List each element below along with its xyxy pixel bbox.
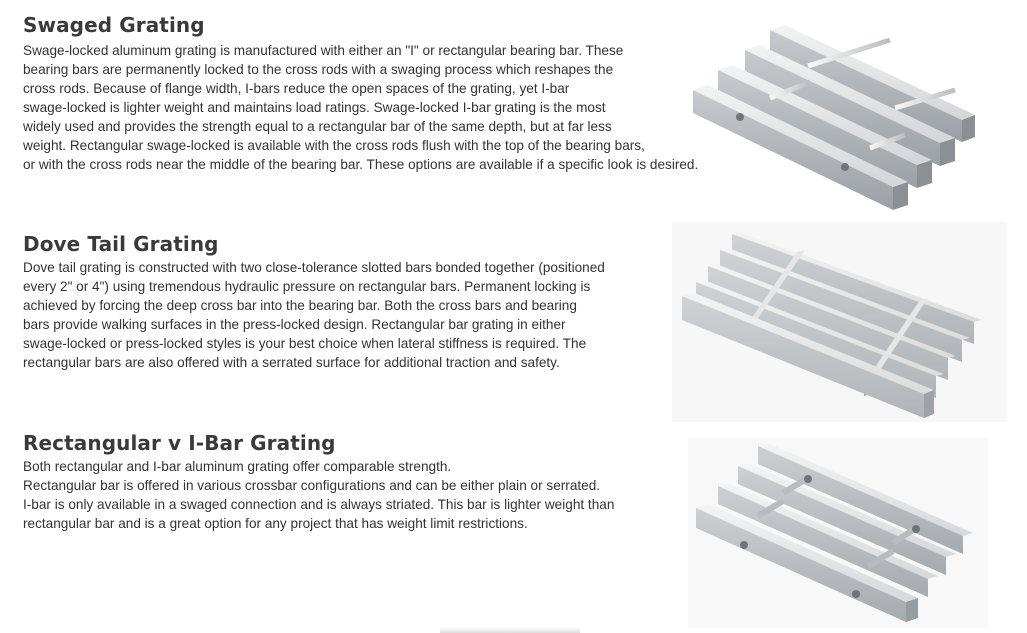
body-line: or with the cross rods near the middle of the bearing bar. These options are available if a specific look is desired. — [23, 157, 699, 172]
section-rectangular-v-i-bar-grating — [23, 431, 614, 533]
body-line: swage-locked or press-locked styles is your best choice when lateral stiffness is required. The — [23, 336, 587, 351]
body-line: Rectangular bar is offered in various crossbar configurations and can be either plain or serrated. — [23, 478, 601, 493]
section-title-swaged-grating: Swaged Grating — [23, 13, 205, 37]
rectangular-i-bar-grating-image — [688, 438, 988, 628]
body-line: bars provide walking surfaces in the press-locked design. Rectangular bar grating in either — [23, 317, 566, 332]
swaged-grating-image — [690, 20, 1010, 215]
body-line: Dove tail grating is constructed with two close-tolerance slotted bars bonded together (positioned — [23, 260, 605, 275]
body-line: every 2" or 4") using tremendous hydraulic pressure on rectangular bars. Permanent locking is — [23, 279, 591, 294]
section-swaged-grating — [23, 13, 698, 174]
body-line: rectangular bars are also offered with a serrated surface for additional traction and safety. — [23, 355, 560, 370]
body-line: rectangular bar and is a great option for any project that has weight limit restrictions. — [23, 516, 528, 531]
section-body-swaged-grating — [23, 41, 698, 174]
body-line: bearing bars are permanently locked to the cross rods with a swaging process which reshapes the — [23, 62, 614, 77]
dove-tail-grating-image — [672, 222, 1007, 422]
section-dove-tail-grating — [23, 232, 605, 372]
body-line: weight. Rectangular swage-locked is available with the cross rods flush with the top of the bearing bars, — [23, 138, 645, 153]
section-title-dove-tail-grating: Dove Tail Grating — [23, 232, 219, 256]
body-line: widely used and provides the strength equal to a rectangular bar of the same depth, but at far less — [23, 119, 612, 134]
body-line: Swage-locked aluminum grating is manufactured with either an "I" or rectangular bearing bar. These — [23, 43, 624, 58]
section-body-rectangular-v-i-bar-grating — [23, 457, 614, 533]
body-line: I-bar is only available in a swaged connection and is always striated. This bar is lighter weight than — [23, 497, 615, 512]
body-line: Both rectangular and I-bar aluminum grating offer comparable strength. — [23, 459, 452, 474]
section-title-rectangular-v-i-bar-grating: Rectangular v I-Bar Grating — [23, 431, 336, 455]
section-body-dove-tail-grating — [23, 258, 605, 372]
body-line: swage-locked is lighter weight and maintains load ratings. Swage-locked I-bar grating is the most — [23, 100, 606, 115]
body-line: cross rods. Because of flange width, I-bars reduce the open spaces of the grating, yet I-bar — [23, 81, 570, 96]
body-line: achieved by forcing the deep cross bar into the bearing bar. Both the cross bars and bearing — [23, 298, 577, 313]
bottom-divider — [440, 627, 580, 633]
